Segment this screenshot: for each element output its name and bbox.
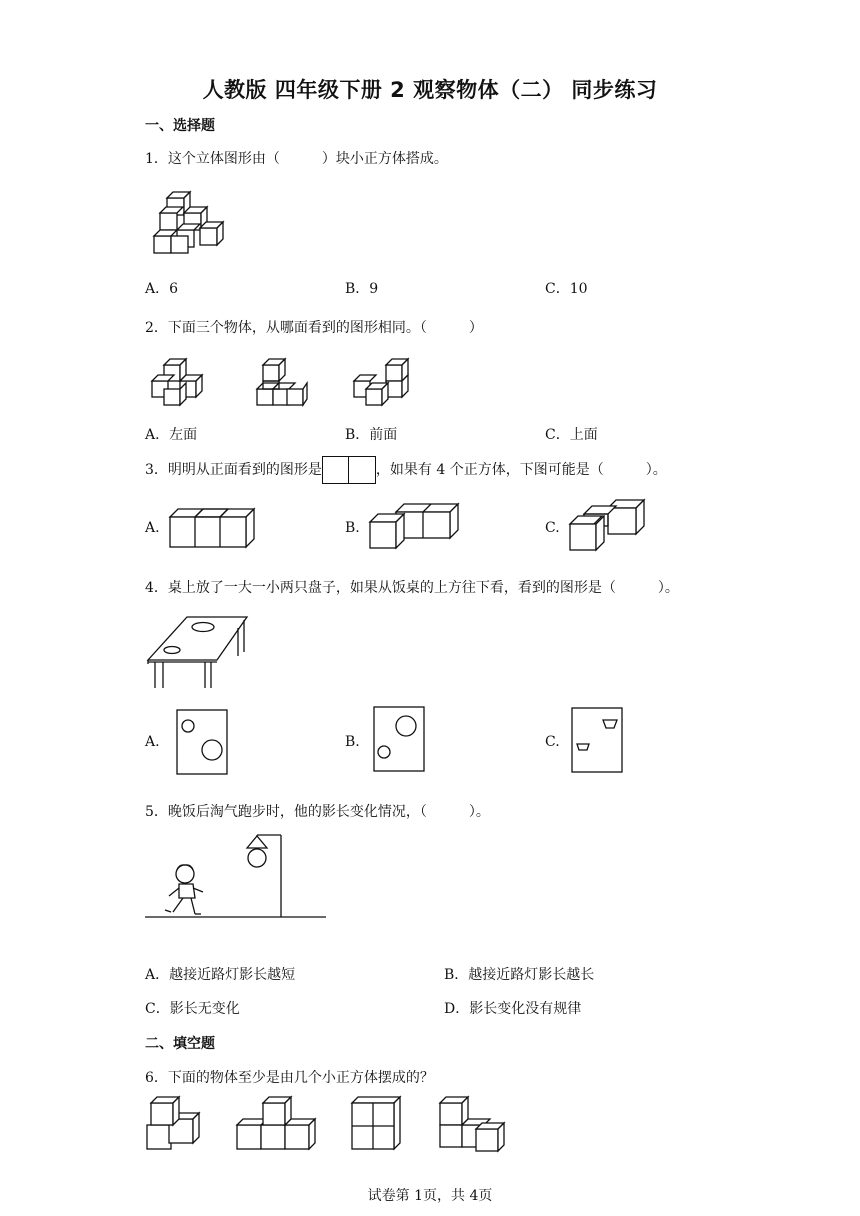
object-2-figure: [255, 355, 315, 410]
q5-option-c[interactable]: C．影长无变化: [145, 1001, 240, 1017]
q4-option-b-figure: [372, 705, 428, 777]
q1-option-c[interactable]: C．10: [545, 281, 588, 297]
q1-option-b[interactable]: B．9: [345, 281, 379, 297]
q4-option-b[interactable]: B.: [345, 734, 360, 750]
question-6-text: 6．下面的物体至少是由几个小正方体摆成的？: [145, 1070, 434, 1086]
q4-option-a-figure: [175, 708, 231, 778]
q1-option-a[interactable]: A．6: [145, 281, 179, 297]
q4-option-c-figure: [570, 706, 626, 776]
question-3-text-after: ，如果有 4 个正方体，下图可能是（ ）。: [375, 462, 667, 478]
q5-option-d[interactable]: D．影长变化没有规律: [444, 1001, 582, 1017]
page-title: 人教版 四年级下册 2 观察物体（二） 同步练习: [202, 78, 658, 102]
section-heading-choice: 一、选择题: [145, 118, 215, 134]
q5-option-b[interactable]: B．越接近路灯影长越长: [444, 967, 595, 983]
object-3-figure: [352, 355, 412, 410]
question-1-text: 1．这个立体图形由（ ）块小正方体搭成。: [145, 151, 448, 167]
q3-option-b-figure: [368, 500, 463, 550]
q6-figure-2: [235, 1095, 315, 1155]
question-5-text: 5．晚饭后淘气跑步时，他的影长变化情况，（ ）。: [145, 804, 490, 820]
question-3-text: [145, 456, 667, 484]
cube-stack-figure: [150, 188, 230, 258]
q2-option-c[interactable]: C．上面: [545, 427, 598, 443]
q3-option-c-figure: [568, 498, 648, 553]
q6-figure-4: [438, 1095, 513, 1155]
table-with-plates-figure: [145, 612, 255, 692]
q6-figure-3: [350, 1095, 402, 1155]
q6-figure-1: [145, 1095, 205, 1155]
question-4-text: 4．桌上放了一大一小两只盘子，如果从饭桌的上方往下看，看到的图形是（ ）。: [145, 580, 679, 596]
q4-option-a[interactable]: A.: [145, 734, 160, 750]
q4-option-c[interactable]: C.: [545, 734, 560, 750]
q2-option-b[interactable]: B．前面: [345, 427, 398, 443]
question-3-text-before: 3．明明从正面看到的图形是: [145, 462, 322, 478]
q3-option-c[interactable]: C.: [545, 520, 560, 536]
q5-option-a[interactable]: A．越接近路灯影长越短: [145, 967, 296, 983]
q2-option-a[interactable]: A．左面: [145, 427, 198, 443]
question-2-text: 2．下面三个物体，从哪面看到的图形相同。（ ）: [145, 320, 483, 336]
object-1-figure: [150, 355, 210, 410]
q3-option-a[interactable]: A.: [145, 520, 160, 536]
front-view-shape: [322, 456, 376, 484]
page-footer: 试卷第 1页，共 4页: [367, 1188, 493, 1204]
section-heading-fill-in: 二、填空题: [145, 1036, 215, 1052]
q3-option-b[interactable]: B.: [345, 520, 360, 536]
q3-option-a-figure: [168, 505, 258, 550]
boy-running-under-streetlight-figure: [145, 830, 330, 920]
